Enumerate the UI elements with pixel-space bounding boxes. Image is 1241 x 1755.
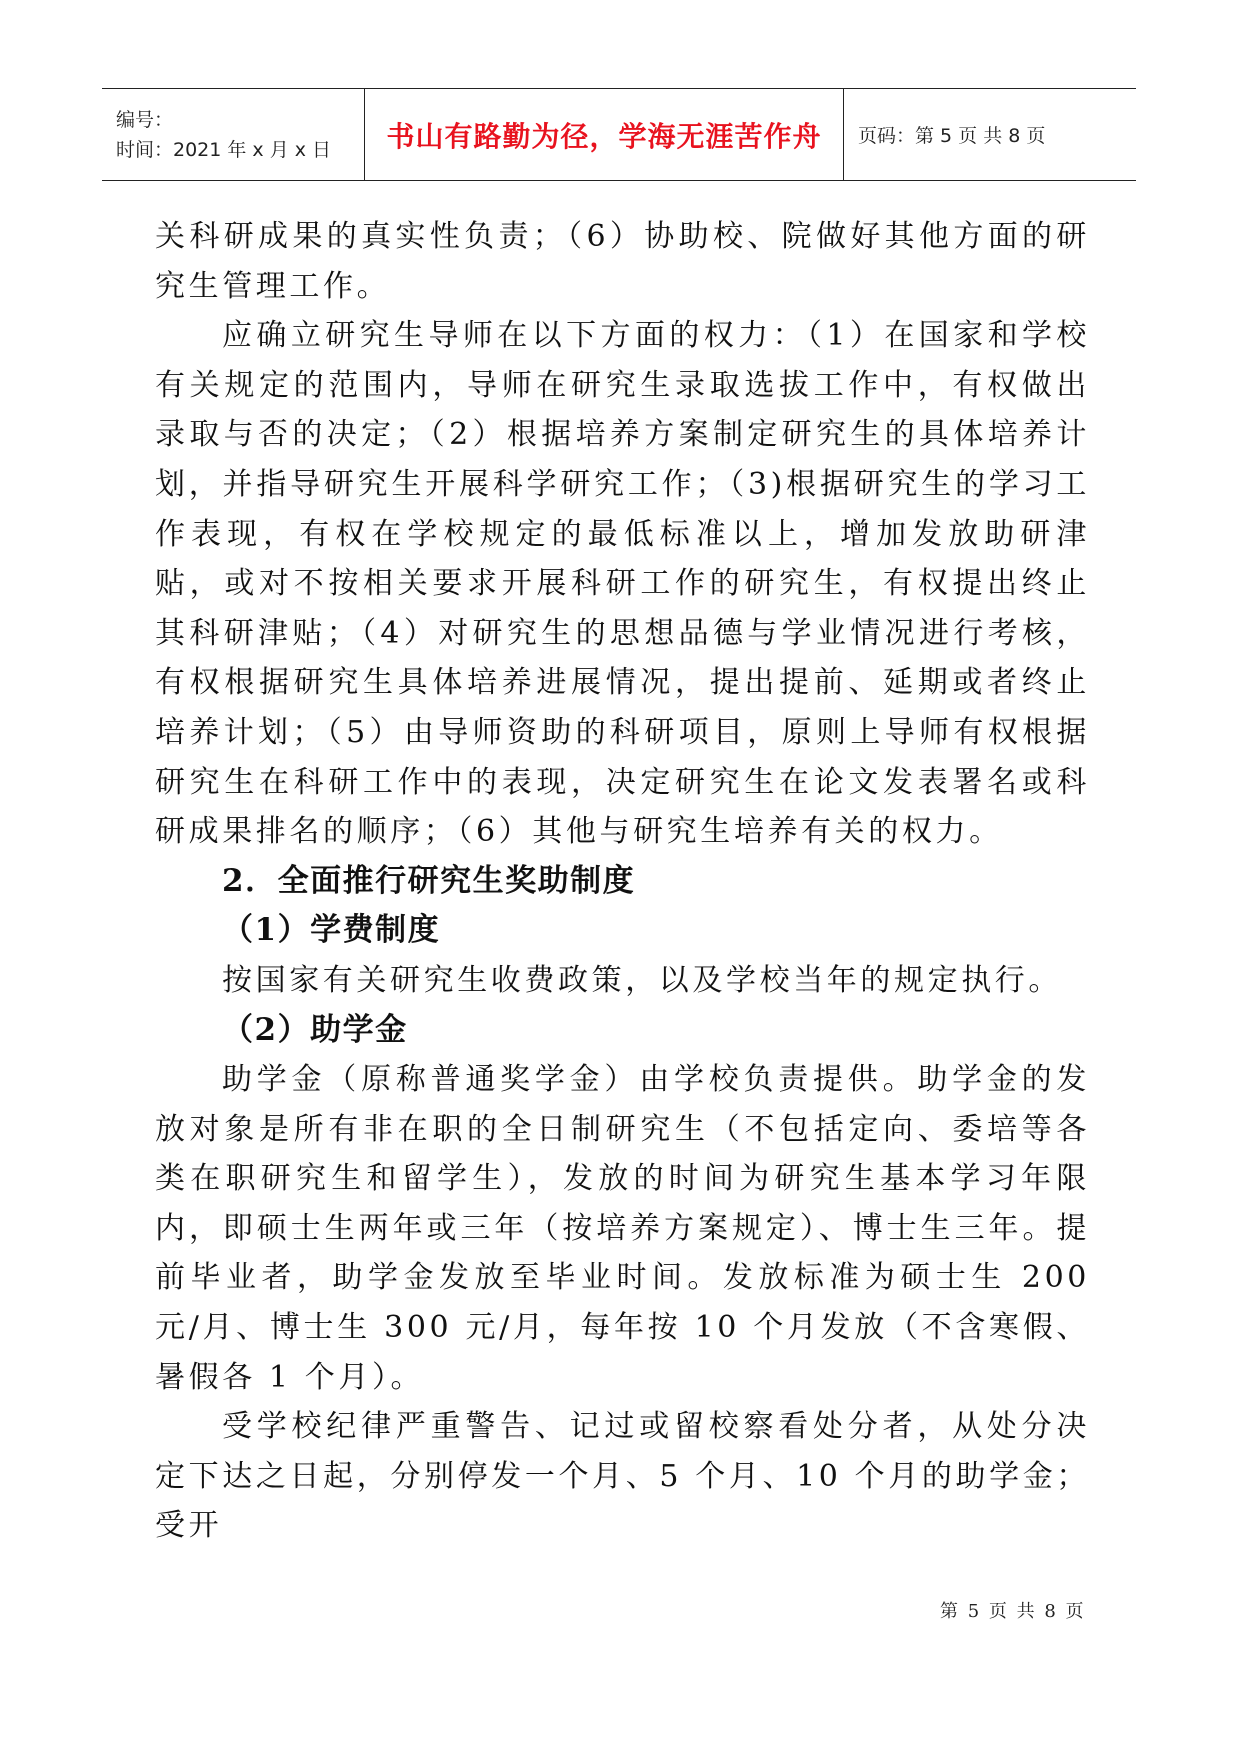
paragraph: 应确立研究生导师在以下方面的权力：（1）在国家和学校有关规定的范围内，导师在研究生录取选拔工作中，有权做出录取与否的决定；（2）根据培养方案制定研究生的具体培养计划，并指导研究生开展科学研究工作；（3)根据研究生的学习工作表现，有权在学校规定的最低标准以上，增加发放助研津贴，或对不按相关要求开展科研工作的研究生，有权提出终止其科研津贴；（4）对研究生的思想品德与学业情况进行考核，有权根据研究生具体培养进展情况，提出提前、延期或者终止培养计划；（5）由导师资助的科研项目，原则上导师有权根据研究生在科研工作中的表现，决定研究生在论文发表署名或科研成果排名的顺序；（6）其他与研究生培养有关的权力。 (155, 318, 1090, 850)
header-meta (102, 89, 364, 180)
document-number-label: 编号： (116, 108, 174, 131)
page-footer: 第 5 页 共 8 页 (940, 1601, 1086, 1622)
header-page-cell (844, 89, 1136, 180)
document-body (155, 212, 1090, 1551)
paragraph: 按国家有关研究生收费政策，以及学校当年的规定执行。 (222, 962, 1062, 998)
header-slogan: 书山有路勤为径，学海无涯苦作舟 (386, 119, 822, 153)
paragraph: 助学金（原称普通奖学金）由学校负责提供。助学金的发放对象是所有非在职的全日制研究生（不包括定向、委培等各类在职研究生和留学生），发放的时间为研究生基本学习年限内，即硕士生两年或三年（按培养方案规定）、博士生三年。提前毕业者，助学金发放至毕业时间。发放标准为硕士生 200 元/月、博士生 300 元/月，每年按 10 个月发放（不含寒假、暑假各 1 个月）。 (155, 1062, 1090, 1395)
document-date-label: 时间：2021 年 x 月 x 日 (116, 138, 332, 161)
paragraph: 受学校纪律严重警告、记过或留校察看处分者，从处分决定下达之日起，分别停发一个月、5 个月、10 个月的助学金；受开 (155, 1409, 1090, 1544)
header-page-number: 页码：第 5 页 共 8 页 (858, 125, 1046, 147)
header-slogan-cell (364, 89, 844, 180)
subsection-heading: （1）学费制度 (222, 912, 441, 949)
paragraph: 关科研成果的真实性负责；（6）协助校、院做好其他方面的研究生管理工作。 (155, 219, 1090, 304)
section-heading: 2．全面推行研究生奖助制度 (222, 862, 636, 899)
page-header (102, 88, 1136, 181)
subsection-heading: （2）助学金 (222, 1011, 408, 1048)
